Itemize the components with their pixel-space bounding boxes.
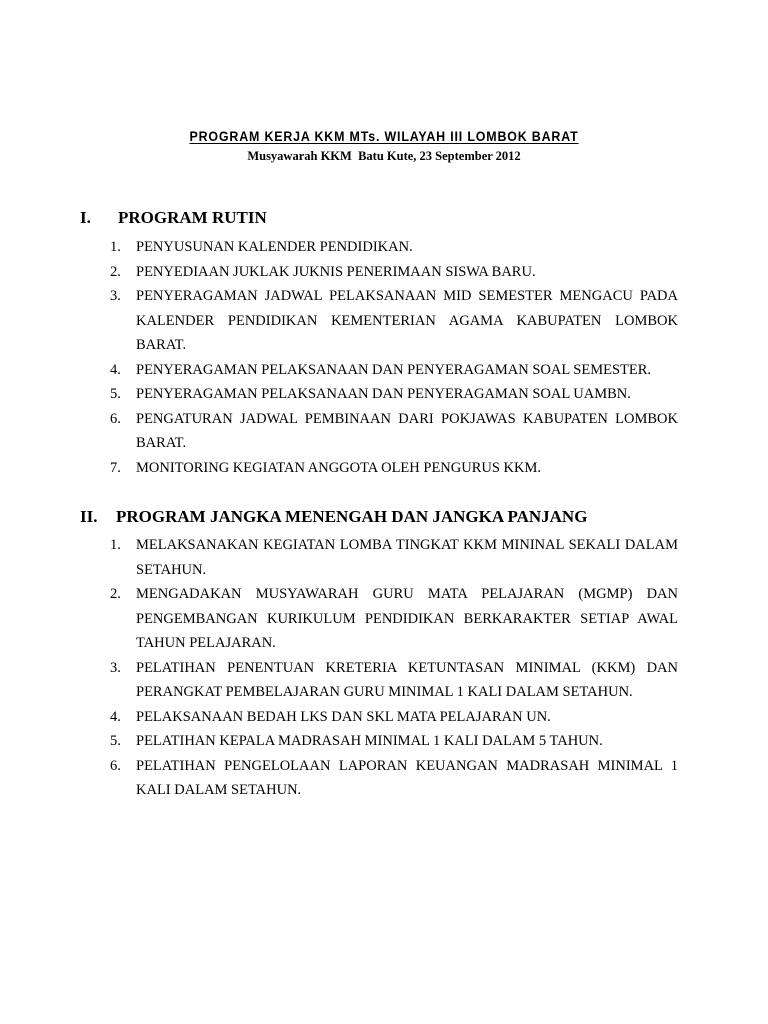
list-item bbox=[110, 582, 678, 656]
list-item-text: PELAKSANAAN BEDAH LKS DAN SKL MATA PELAJARAN UN. bbox=[136, 708, 551, 725]
list-item bbox=[110, 284, 678, 358]
list-item-number: 3. bbox=[110, 288, 121, 304]
list-item bbox=[110, 456, 678, 481]
list-item-number: 4. bbox=[110, 361, 121, 378]
list-item-number: 3. bbox=[110, 659, 121, 676]
list-item-text: PENYEDIAAN JUKLAK JUKNIS PENERIMAAN SISWA BARU. bbox=[136, 263, 536, 280]
list-item-number: 2. bbox=[110, 263, 121, 280]
list-item-text: MENGADAKAN MUSYAWARAH GURU MATA PELAJARAN (MGMP) DAN PENGEMBANGAN KURIKULUM PENDIDIKAN BERKARAKTER SETIAP AWAL TAHUN PELAJARAN. bbox=[136, 586, 678, 651]
list-item-number: 6. bbox=[110, 757, 121, 774]
list-item bbox=[110, 729, 678, 754]
list-item-number: 1. bbox=[110, 239, 121, 255]
list-item bbox=[110, 754, 678, 803]
list-item-text: PENYUSUNAN KALENDER PENDIDIKAN. bbox=[136, 239, 413, 255]
list-item-text: PENGATURAN JADWAL PEMBINAAN DARI POKJAWAS KABUPATEN LOMBOK BARAT. bbox=[136, 410, 678, 451]
list-item bbox=[110, 533, 678, 582]
list-item-text: PENYERAGAMAN PELAKSANAAN DAN PENYERAGAMAN SOAL SEMESTER. bbox=[136, 361, 652, 378]
program-rutin-list bbox=[110, 235, 678, 480]
section-number: I. bbox=[80, 208, 91, 227]
document-title: PROGRAM KERJA KKM MTs. WILAYAH III LOMBOK BARAT bbox=[189, 129, 579, 144]
section-number: II. bbox=[80, 507, 98, 526]
list-item-number: 2. bbox=[110, 586, 121, 602]
list-item-text: PENYERAGAMAN JADWAL PELAKSANAAN MID SEMESTER MENGACU PADA KALENDER PENDIDIKAN KEMENTERIAN AGAMA KABUPATEN LOMBOK BARAT. bbox=[136, 288, 678, 353]
list-item bbox=[110, 382, 678, 407]
list-item-text: PELATIHAN PENGELOLAAN LAPORAN KEUANGAN MADRASAH MINIMAL 1 KALI DALAM SETAHUN. bbox=[136, 757, 678, 798]
list-item-text: MELAKSANAKAN KEGIATAN LOMBA TINGKAT KKM MININAL SEKALI DALAM SETAHUN. bbox=[136, 537, 678, 578]
list-item-text: MONITORING KEGIATAN ANGGOTA OLEH PENGURUS KKM. bbox=[136, 459, 542, 476]
section-heading-jangka-menengah bbox=[80, 507, 587, 527]
list-item-number: 5. bbox=[110, 733, 121, 749]
list-item bbox=[110, 260, 678, 285]
list-item-text: PELATIHAN PENENTUAN KRETERIA KETUNTASAN MINIMAL (KKM) DAN PERANGKAT PEMBELAJARAN GURU MINIMAL 1 KALI DALAM SETAHUN. bbox=[136, 659, 678, 700]
list-item-number: 6. bbox=[110, 410, 121, 427]
list-item-number: 7. bbox=[110, 459, 121, 476]
section-title: PROGRAM JANGKA MENENGAH DAN JANGKA PANJANG bbox=[116, 507, 588, 526]
list-item bbox=[110, 656, 678, 705]
section-heading-program-rutin bbox=[80, 208, 267, 228]
program-jangka-list bbox=[110, 533, 678, 803]
list-item-number: 5. bbox=[110, 386, 121, 402]
section-title: PROGRAM RUTIN bbox=[118, 208, 267, 227]
document-subtitle: Musyawarah KKM Batu Kute, 23 September 2012 bbox=[247, 149, 521, 163]
list-item-text: PELATIHAN KEPALA MADRASAH MINIMAL 1 KALI DALAM 5 TAHUN. bbox=[136, 733, 603, 749]
list-item-text: PENYERAGAMAN PELAKSANAAN DAN PENYERAGAMAN SOAL UAMBN. bbox=[136, 386, 631, 402]
list-item bbox=[110, 705, 678, 730]
list-item bbox=[110, 235, 678, 260]
list-item bbox=[110, 407, 678, 456]
list-item bbox=[110, 358, 678, 383]
list-item-number: 1. bbox=[110, 537, 121, 553]
list-item-number: 4. bbox=[110, 708, 121, 725]
